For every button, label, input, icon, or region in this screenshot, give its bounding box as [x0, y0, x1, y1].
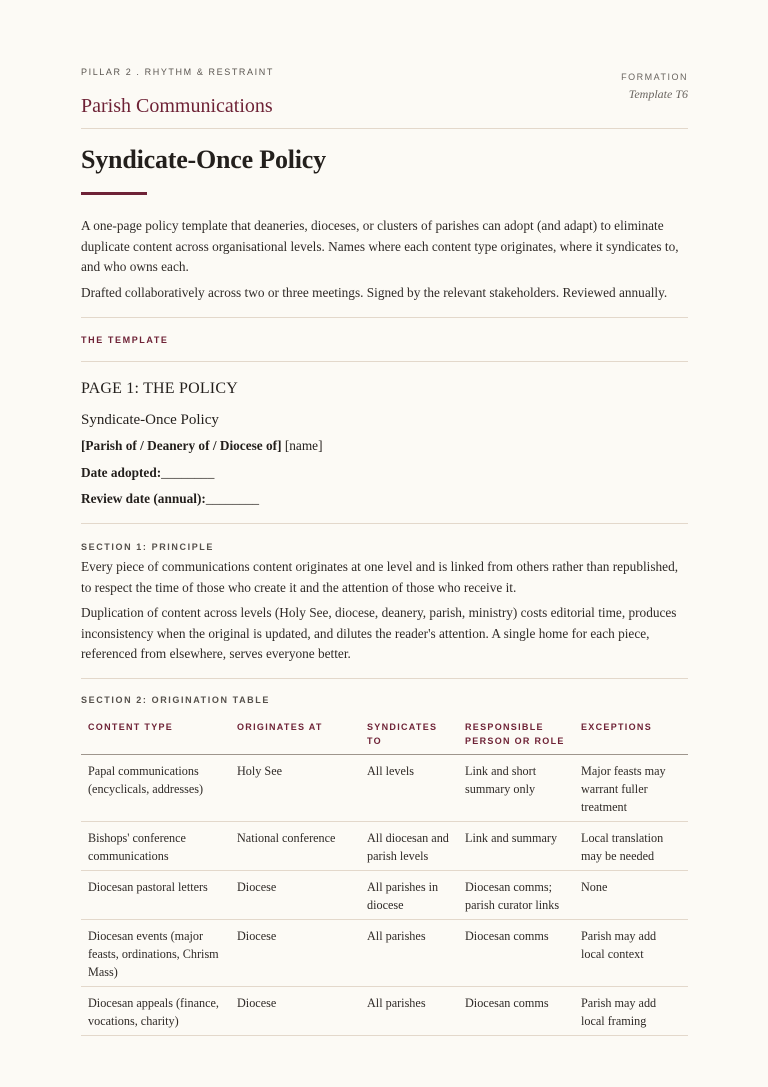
title-accent-bar — [81, 192, 147, 195]
cell-originates-at: National conference — [230, 822, 360, 871]
principle-paragraph: Duplication of content across levels (Holy See, diocese, deanery, parish, ministry) costs editorial time, produces inconsistency when the original is updated, and dilutes the reader's attention. A single home for each piece, referenced from elsewhere, serves everyone better. — [81, 605, 677, 661]
column-header-originates-at: ORIGINATES AT — [230, 715, 360, 755]
table-row — [81, 987, 688, 1036]
parish-line-name: [name] — [281, 438, 323, 453]
origination-table — [81, 715, 688, 1036]
date-adopted-field — [81, 465, 214, 481]
cell-responsible: Diocesan comms — [458, 987, 574, 1036]
cell-exceptions: Major feasts may warrant fuller treatment — [574, 755, 688, 822]
header-divider — [81, 128, 688, 129]
intro-paragraph: A one-page policy template that deaneries, dioceses, or clusters of parishes can adopt (and adapt) to eliminate duplicate content across organisational levels. Names where each content type originates, where it syndicates to, and who owns each. — [81, 218, 679, 274]
cell-content-type: Diocesan appeals (finance, vocations, charity) — [81, 987, 230, 1036]
template-section-label: THE TEMPLATE — [81, 335, 169, 345]
table-row — [81, 822, 688, 871]
parish-line-placeholder: [Parish of / Deanery of / Diocese of] — [81, 438, 282, 453]
section2-label: SECTION 2: ORIGINATION TABLE — [81, 695, 270, 705]
cell-syndicates-to: All parishes — [360, 920, 458, 987]
divider — [81, 523, 688, 524]
cell-exceptions: Parish may add local context — [574, 920, 688, 987]
cell-originates-at: Diocese — [230, 987, 360, 1036]
series-title: Parish Communications — [81, 95, 273, 117]
cell-content-type: Papal communications (encyclicals, addresses) — [81, 755, 230, 822]
cell-responsible: Diocesan comms; parish curator links — [458, 871, 574, 920]
cell-exceptions: Parish may add local framing — [574, 987, 688, 1036]
page1-heading: PAGE 1: THE POLICY — [81, 380, 238, 397]
cell-syndicates-to: All levels — [360, 755, 458, 822]
formation-label: FORMATION — [621, 72, 688, 82]
pillar-label: PILLAR 2 . RHYTHM & RESTRAINT — [81, 67, 274, 77]
page-title: Syndicate-Once Policy — [81, 145, 326, 174]
template-id: Template T6 — [628, 87, 688, 101]
column-header-content-type: CONTENT TYPE — [81, 715, 230, 755]
column-header-exceptions: EXCEPTIONS — [574, 715, 688, 755]
cell-responsible: Link and summary — [458, 822, 574, 871]
cell-exceptions: Local translation may be needed — [574, 822, 688, 871]
date-adopted-blank: ________ — [161, 465, 215, 480]
table-row — [81, 755, 688, 822]
review-date-blank: ________ — [205, 491, 260, 506]
column-header-responsible: RESPONSIBLE PERSON OR ROLE — [458, 715, 574, 755]
column-header-syndicates-to: SYNDICATES TO — [360, 715, 458, 755]
date-adopted-label: Date adopted: — [81, 465, 162, 480]
cell-originates-at: Diocese — [230, 920, 360, 987]
cell-originates-at: Holy See — [230, 755, 360, 822]
table-row — [81, 920, 688, 987]
cell-syndicates-to: All diocesan and parish levels — [360, 822, 458, 871]
cell-exceptions: None — [574, 871, 688, 920]
table-header-row — [81, 715, 688, 755]
divider — [81, 361, 688, 362]
policy-title: Syndicate-Once Policy — [81, 412, 219, 428]
cell-content-type: Diocesan events (major feasts, ordinations, Chrism Mass) — [81, 920, 230, 987]
parish-line — [81, 438, 323, 454]
intro-paragraph: Drafted collaboratively across two or three meetings. Signed by the relevant stakeholders. Reviewed annually. — [81, 285, 668, 300]
principle-paragraph: Every piece of communications content originates at one level and is linked from others rather than republished, to respect the time of those who create it and the attention of those who receive it. — [81, 559, 679, 595]
cell-responsible: Diocesan comms — [458, 920, 574, 987]
divider — [81, 678, 688, 679]
cell-content-type: Diocesan pastoral letters — [81, 871, 230, 920]
review-date-label: Review date (annual): — [81, 491, 206, 506]
cell-originates-at: Diocese — [230, 871, 360, 920]
cell-syndicates-to: All parishes — [360, 987, 458, 1036]
section1-label: SECTION 1: PRINCIPLE — [81, 542, 215, 552]
table-row — [81, 871, 688, 920]
cell-syndicates-to: All parishes in diocese — [360, 871, 458, 920]
cell-content-type: Bishops' conference communications — [81, 822, 230, 871]
cell-responsible: Link and short summary only — [458, 755, 574, 822]
review-date-field — [81, 491, 259, 507]
formation-block — [621, 72, 688, 102]
divider — [81, 317, 688, 318]
